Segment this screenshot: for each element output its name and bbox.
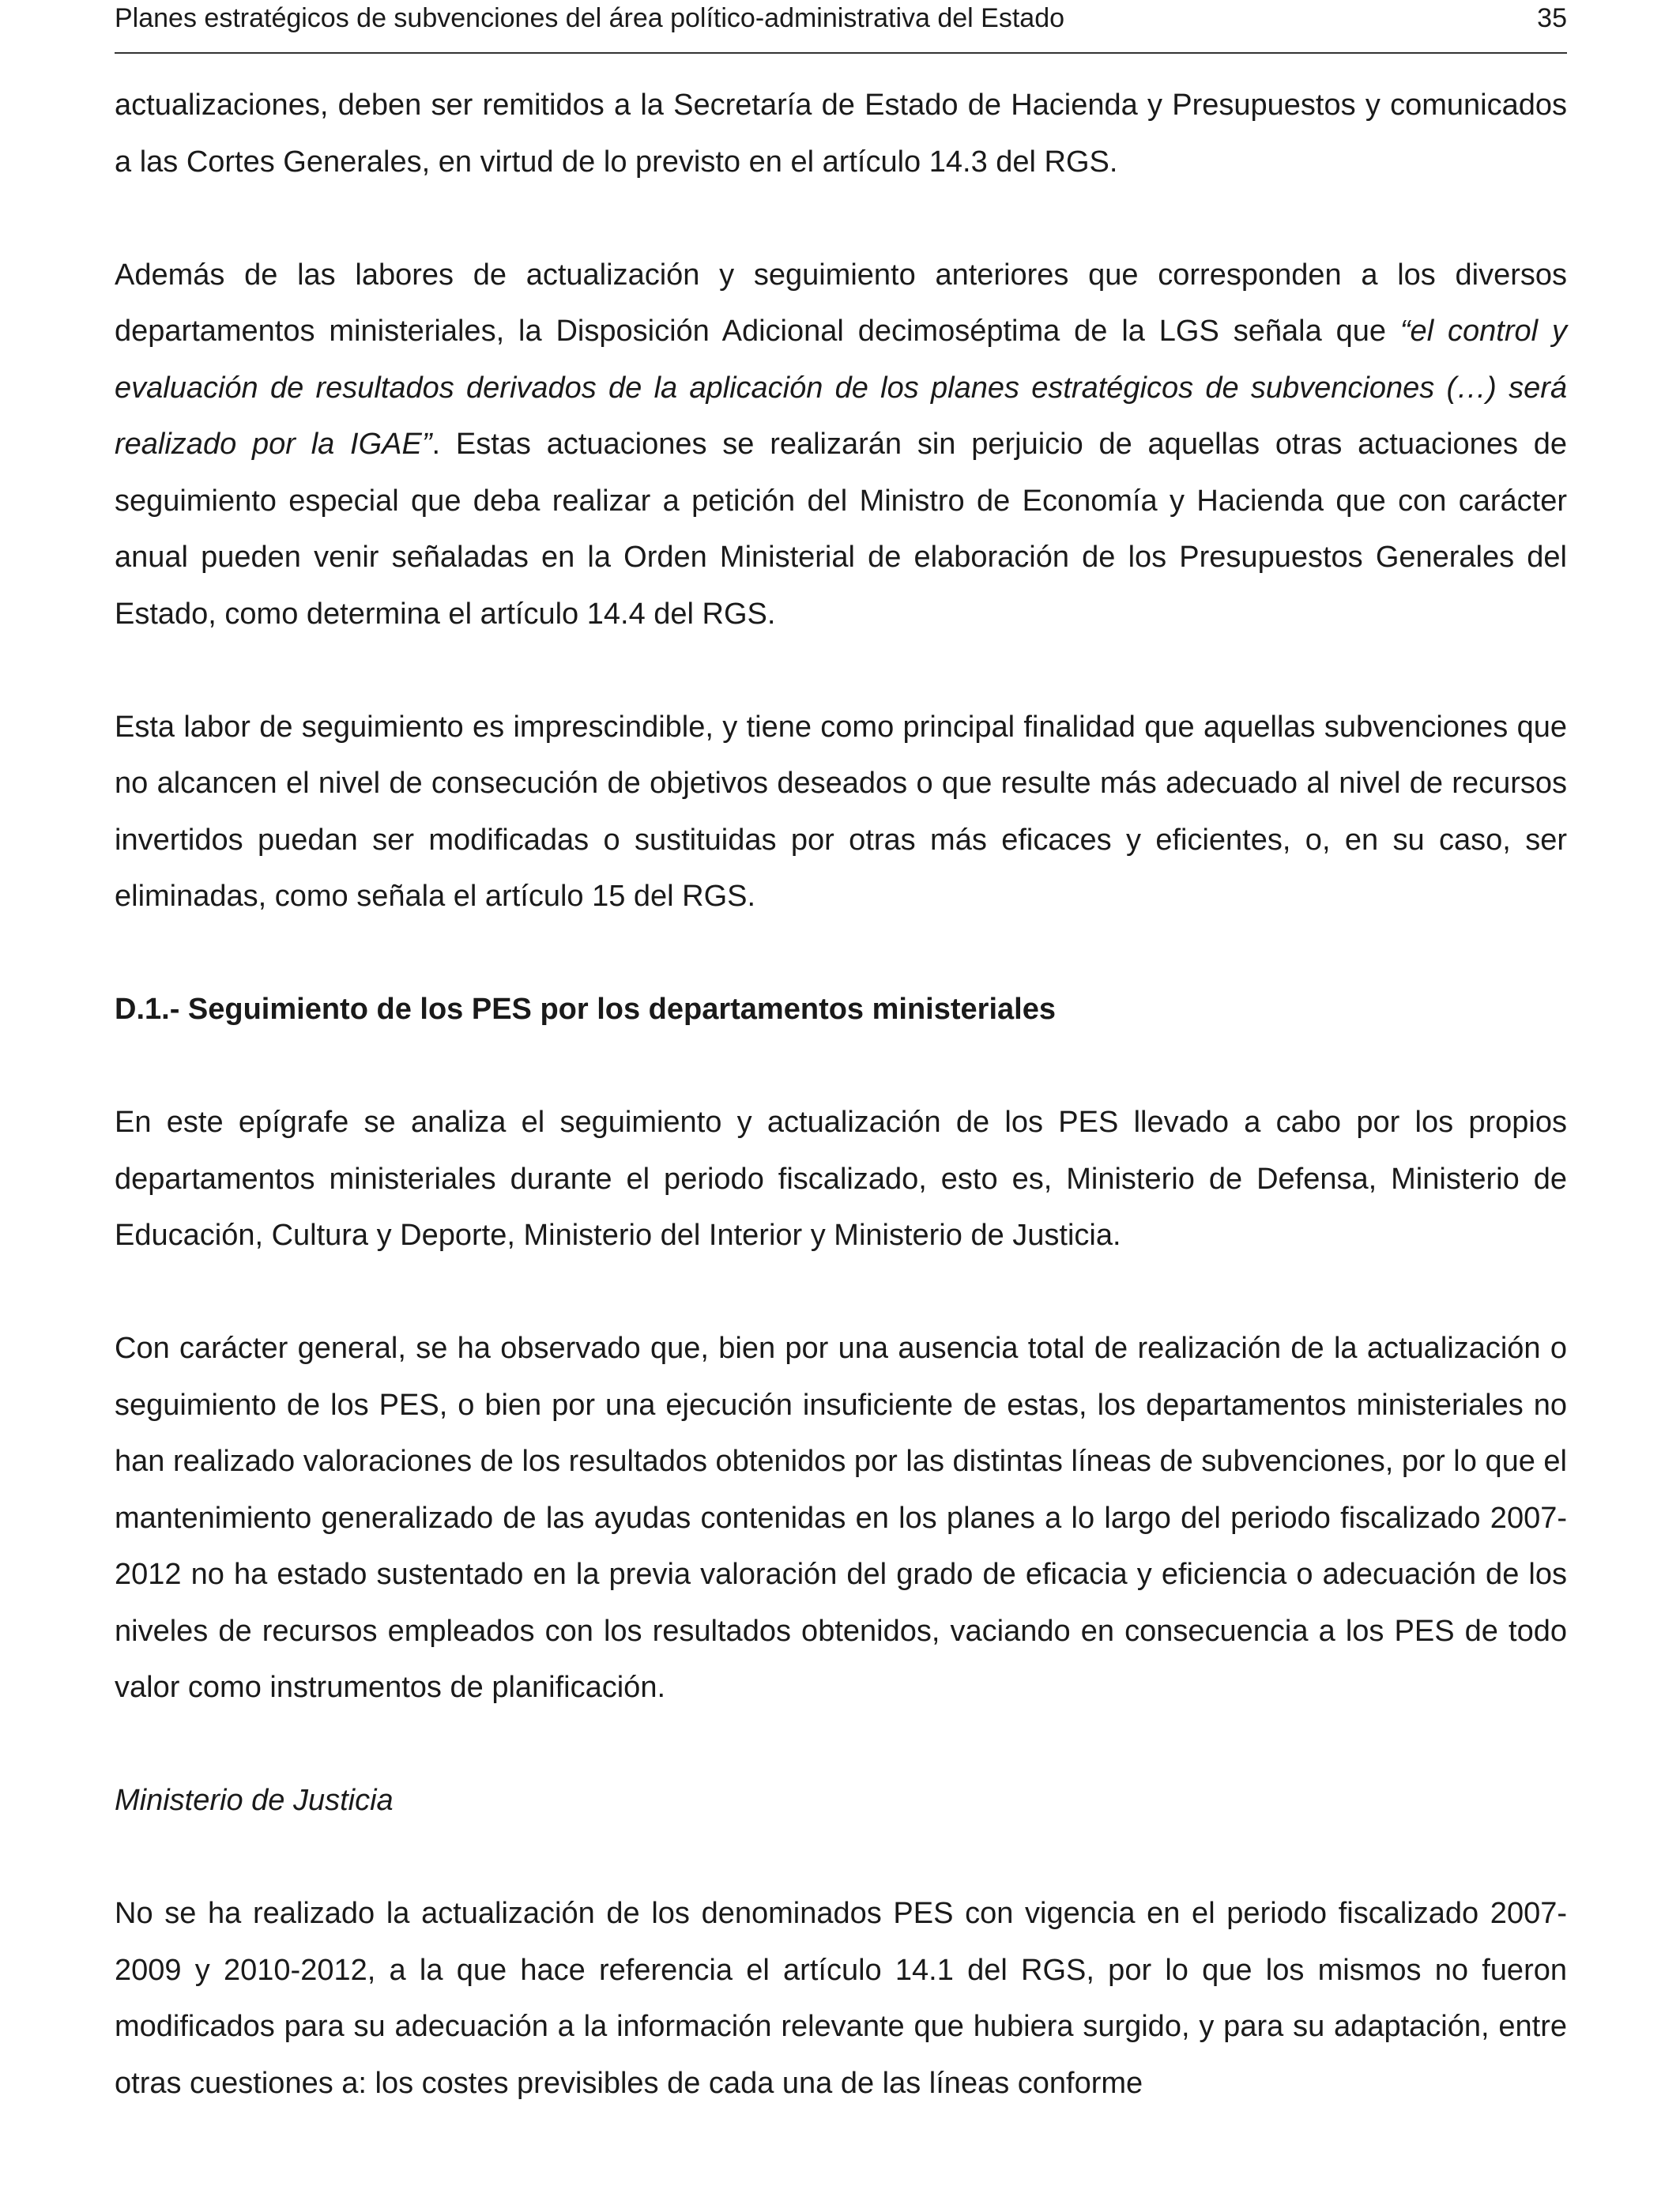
paragraph-5: Con carácter general, se ha observado que, bien por una ausencia total de realización de la actualización o seguimiento de los PES, o bien por una ejecución insuficiente de estas, los departamentos ministeriales no han realizado valoraciones de los resultados obtenidos por las distintas líneas de subvenciones, por lo que el mantenimiento generalizado de las ayudas contenidas en los planes a lo largo del periodo fiscalizado 2007-2012 no ha estado sustentado en la previa valoración del grado de eficacia y eficiencia o adecuación de los niveles de recursos empleados con los resultados obtenidos, vaciando en consecuencia a los PES de todo valor como instrumentos de planificación. bbox=[115, 1332, 1567, 1704]
paragraph-6: No se ha realizado la actualización de los denominados PES con vigencia en el periodo fiscalizado 2007-2009 y 2010-2012, a la que hace referencia el artículo 14.1 del RGS, por lo que los mismos no fueron modificados para su adecuación a la información relevante que hubiera surgido, y para su adaptación, entre otras cuestiones a: los costes previsibles de cada una de las líneas conforme bbox=[115, 1897, 1567, 2100]
paragraph-1: actualizaciones, deben ser remitidos a la Secretaría de Estado de Hacienda y Presupuestos y comunicados a las Cortes Generales, en virtud de lo previsto en el artículo 14.3 del RGS. bbox=[115, 89, 1567, 179]
section-heading: D.1.- Seguimiento de los PES por los departamentos ministeriales bbox=[115, 993, 1056, 1026]
paragraph-4: En este epígrafe se analiza el seguimiento y actualización de los PES llevado a cabo por los propios departamentos ministeriales durante el periodo fiscalizado, esto es, Ministerio de Defensa, Ministerio de Educación, Cultura y Deporte, Ministerio del Interior y Ministerio de Justicia. bbox=[115, 1106, 1567, 1252]
page-number: 35 bbox=[1537, 3, 1567, 33]
document-body bbox=[115, 77, 1567, 2112]
paragraph-2-quote: “el control y evaluación de resultados derivados de la aplicación de los planes estratégicos de subvenciones (…) será realizado por la IGAE” bbox=[115, 315, 1567, 461]
header-title: Planes estratégicos de subvenciones del área político-administrativa del Estado bbox=[115, 3, 1065, 33]
paragraph-2 bbox=[115, 247, 1567, 643]
paragraph-2-text-b: . Estas actuaciones se realizarán sin perjuicio de aquellas otras actuaciones de seguimiento especial que deba realizar a petición del Ministro de Economía y Hacienda que con carácter anual pueden venir señaladas en la Orden Ministerial de elaboración de los Presupuestos Generales del Estado, como determina el artículo 14.4 del RGS. bbox=[115, 428, 1568, 631]
subheading-ministerio-justicia: Ministerio de Justicia bbox=[115, 1784, 394, 1817]
paragraph-2-text-a: Además de las labores de actualización y seguimiento anteriores que corresponden a los diversos departamentos ministeriales, la Disposición Adicional decimoséptima de la LGS señala que bbox=[115, 258, 1567, 348]
paragraph-3: Esta labor de seguimiento es imprescindible, y tiene como principal finalidad que aquellas subvenciones que no alcancen el nivel de consecución de objetivos deseados o que resulte más adecuado al nivel de recursos invertidos puedan ser modificadas o sustituidas por otras más eficaces y eficientes, o, en su caso, ser eliminadas, como señala el artículo 15 del RGS. bbox=[115, 710, 1567, 913]
page-header bbox=[115, 0, 1567, 54]
